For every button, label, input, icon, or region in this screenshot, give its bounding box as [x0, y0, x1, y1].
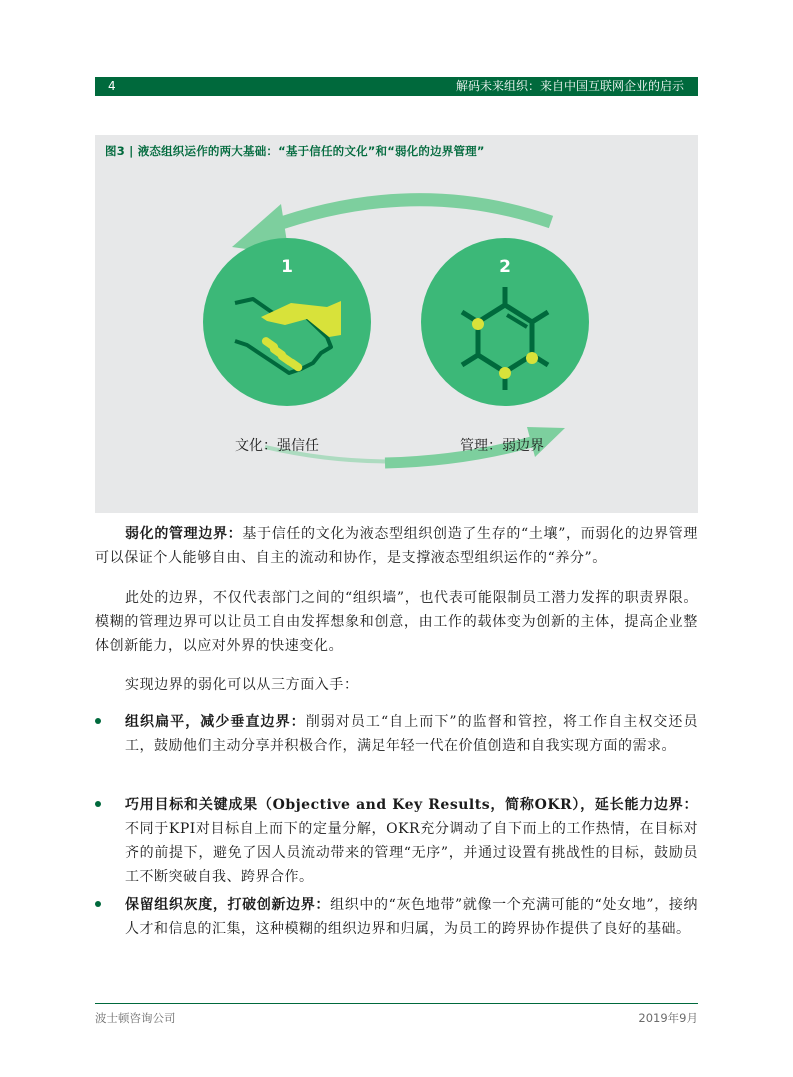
- running-title: 解码未来组织：来自中国互联网企业的启示: [455, 79, 684, 93]
- bullet-body: 不同于KPI对目标自上而下的定量分解，OKR充分调动了自下而上的工作热情，在目标对齐的前提下，避免了因人员流动带来的管理“无序”，并通过设置有挑战性的目标，鼓励员工不断突破自我、跨界合作。: [125, 821, 698, 885]
- bullet-text: [125, 710, 698, 758]
- footer-date: 2019年9月: [638, 1011, 698, 1025]
- footer-divider: [95, 1003, 698, 1004]
- bullet-icon: [95, 718, 101, 724]
- footer-company: 波士顿咨询公司: [95, 1011, 176, 1025]
- molecule-node: [526, 352, 538, 364]
- bullet-body: 组织中的“灰色地带”就像一个充满可能的“处女地”，接纳人才和信息的汇集，这种模糊的组织边界和归属，为员工的跨界协作提供了良好的基础。: [125, 897, 698, 937]
- bullet-lead: 保留组织灰度，打破创新边界：: [125, 897, 331, 913]
- bullet-body: 削弱对员工“自上而下”的监督和管控，将工作自主权交还员工，鼓励他们主动分享并积极合作，满足年轻一代在价值创造和自我实现方面的需求。: [125, 714, 698, 754]
- bullet-text: [125, 793, 698, 889]
- paragraph-2: 此处的边界，不仅代表部门之间的“组织墙”，也代表可能限制员工潜力发挥的职责界限。模糊的管理边界可以让员工自由发挥想象和创意，由工作的载体变为创新的主体，提高企业整体创新能力，以应对外界的快速变化。: [95, 590, 698, 654]
- circle1-number: 1: [281, 257, 293, 277]
- figure-diagram: [95, 135, 698, 513]
- paragraph-1-lead: 弱化的管理边界：: [125, 526, 243, 542]
- bullet-text: [125, 893, 698, 941]
- bullet-lead: 巧用目标和关键成果（Objective and Key Results，简称OKR），延长能力边界：: [125, 797, 698, 813]
- bullet-icon: [95, 901, 101, 907]
- paragraph-1-body: 基于信任的文化为液态型组织创造了生存的“土壤”，而弱化的边界管理可以保证个人能够自由、自主的流动和协作，是支撑液态型组织运作的“养分”。: [95, 526, 698, 566]
- paragraph-3: 实现边界的弱化可以从三方面入手：: [125, 677, 359, 693]
- running-header: [95, 77, 698, 96]
- figure-caption: 图3 | 液态组织运作的两大基础：“基于信任的文化”和“弱化的边界管理”: [105, 144, 485, 158]
- paragraph-1: [95, 522, 698, 570]
- circle2-label: 管理：弱边界: [460, 438, 544, 454]
- circle1-label: 文化：强信任: [235, 438, 319, 454]
- molecule-node: [472, 318, 484, 330]
- circle2-number: 2: [499, 257, 511, 277]
- figure-panel: [95, 135, 698, 513]
- molecule-node: [499, 367, 511, 379]
- page-number: 4: [108, 79, 116, 93]
- bullet-icon: [95, 801, 101, 807]
- bullet-lead: 组织扁平，减少垂直边界：: [125, 714, 306, 730]
